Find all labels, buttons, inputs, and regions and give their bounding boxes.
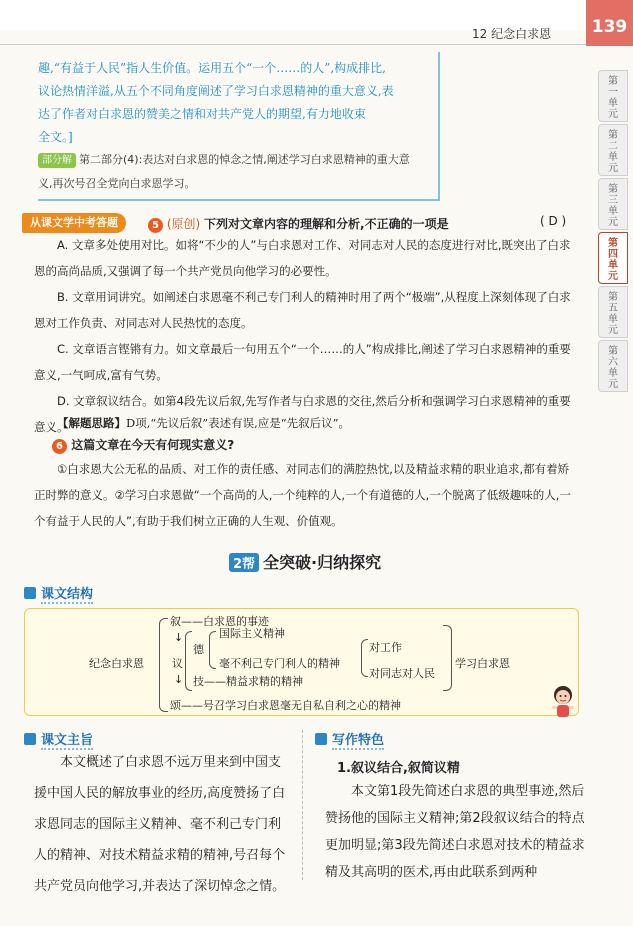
part-badge: 部分解	[38, 153, 76, 168]
girl-mascot-icon	[548, 683, 578, 719]
tab-unit-5[interactable]	[598, 286, 628, 338]
brace	[209, 631, 216, 669]
option-b: B. 文章用词讲究。如阐述白求恩毫不利己专门利人的精神时用了两个“极端”,从程度上深刻体现了白求恩对工作负责、对同志对人民热忱的态度。	[34, 290, 571, 330]
commentary-line: 全文。]	[38, 130, 73, 144]
structure-root: 纪念白求恩	[89, 657, 144, 670]
option-c: C. 文章语言铿锵有力。如文章最后一句用五个“一个……的人”构成排比,阐述了学习白求恩精神的重要意义,一气呵成,富有气势。	[34, 342, 571, 382]
structure-song: 颂——号召学习白求恩毫无自私自利之心的精神	[170, 699, 401, 712]
arrow-icon: ↓	[174, 631, 184, 644]
commentary-line: 趣,“有益于人民”指人生价值。运用五个“一个……的人”,构成排比,	[38, 61, 386, 75]
question-number: 5	[148, 218, 163, 233]
structure-selfless: 毫不利己专门利人的精神	[219, 657, 340, 670]
question-6-answer	[34, 456, 579, 534]
pen-icon	[315, 733, 327, 745]
structure-xu: 叙——白求恩的事迹	[170, 615, 269, 628]
feature-heading-text: 写作特色	[332, 733, 385, 748]
structure-learn: 学习白求恩	[455, 657, 510, 670]
option-a: A. 文章多处使用对比。如将“不少的人”与白求恩对工作、对同志对人民的态度进行对比,既突出了白求恩的高尚品质,又强调了每一个共产党员向他学习的必要性。	[34, 238, 571, 278]
structure-ji: 技——精益求精的精神	[193, 675, 303, 688]
arrow-icon: ↓	[174, 673, 184, 686]
tab-label: 第四单元	[608, 238, 618, 282]
chapter-title: 12 纪念白求恩	[472, 27, 552, 41]
part-text: 义,再次号召全党向白求恩学习。	[38, 177, 196, 190]
option-d: D. 文章叙议结合。如第4段先议后叙,先写作者与白求恩的交往,然后分析和强调学习白求恩精神的重要意义。	[34, 394, 571, 434]
tab-label: 第五单元	[608, 292, 618, 336]
structure-to-work: 对工作	[369, 641, 402, 654]
analysis	[34, 410, 579, 436]
part-analysis	[38, 148, 438, 196]
theme-heading	[24, 729, 93, 748]
structure-to-people: 对同志对人民	[369, 667, 435, 680]
question-tag: (原创)	[166, 217, 201, 231]
question-text: 这篇文章在今天有何现实意义?	[71, 438, 235, 452]
section-badge: 2帮	[229, 553, 259, 572]
header-divider	[0, 44, 590, 45]
brace	[185, 631, 192, 691]
structure-yi: 议	[172, 657, 183, 670]
column-divider	[302, 730, 304, 880]
tab-label: 第三单元	[608, 184, 618, 228]
book-icon	[24, 733, 36, 745]
structure-heading	[24, 583, 93, 602]
tab-unit-4[interactable]	[598, 232, 628, 284]
theme-heading-text: 课文主旨	[41, 733, 94, 748]
feature-subheading: 1.叙议结合,叙简议精	[337, 761, 460, 776]
part-text: 第二部分(4):表达对白求恩的悼念之情,阐述学习白求恩精神的重大意	[79, 153, 410, 166]
answer-text: ①白求恩大公无私的品质、对工作的责任感、对同志们的满腔热忱,以及精益求精的职业追求,都有着矫正时弊的意义。②学习白求恩做“一个高尚的人,一个纯粹的人,一个有道德的人,一个脱离了低级趣味的人,一个有益于人民的人”,有助于我们树立正确的人生观、价值观。	[34, 462, 571, 528]
book-icon	[24, 587, 36, 599]
question-6	[52, 436, 234, 454]
feature-text: 本文第1段先简述白求恩的典型事迹,然后赞扬他的国际主义精神;第2段叙议结合的特点更加明显;第3段先简述白求恩对技术的精益求精及其高明的医术,再由此联系到两种	[325, 784, 585, 880]
section-title	[229, 550, 381, 573]
commentary-line: 议论热情洋溢,从五个不同角度阐述了学习白求恩精神的重大意义,表	[38, 84, 394, 98]
theme-text: 本文概述了白求恩不远万里来到中国支援中国人民的解放事业的经历,高度赞扬了白求恩同志的国际主义精神、毫不利己专门利人的精神、对技术精益求精的精神,号召每个共产党员向他学习,并表达了深切悼念之情。	[34, 755, 286, 894]
structure-de: 德	[193, 643, 204, 656]
analysis-text: D项,“先议后叙”表述有误,应是“先叙后议”。	[126, 416, 351, 430]
feature-heading	[315, 729, 384, 748]
structure-heading-text: 课文结构	[41, 587, 94, 602]
commentary-text	[38, 57, 438, 149]
brace	[159, 618, 168, 712]
analysis-label: 【解题思路】	[57, 416, 126, 430]
brace	[443, 625, 452, 691]
tab-label: 第二单元	[608, 130, 618, 174]
question-number: 6	[52, 439, 67, 454]
tab-label: 第六单元	[608, 346, 618, 390]
tab-unit-6[interactable]	[598, 340, 628, 392]
exam-badge: 从课文学中考答题	[22, 213, 126, 233]
tab-unit-2[interactable]	[598, 124, 628, 176]
tab-unit-3[interactable]	[598, 178, 628, 230]
page-number: 139	[586, 0, 633, 46]
options-list	[34, 232, 579, 440]
section-title-text: 全突破·归纳探究	[263, 553, 382, 572]
question-5	[148, 215, 449, 233]
commentary-line: 达了作者对白求恩的赞美之情和对共产党人的期望,有力地收束	[38, 107, 366, 121]
structure-intl: 国际主义精神	[219, 627, 285, 640]
structure-diagram	[24, 608, 579, 716]
tab-label: 第一单元	[608, 76, 618, 120]
question-answer: ( D )	[540, 214, 567, 228]
question-text: 下列对文章内容的理解和分析,不正确的一项是	[204, 217, 449, 231]
tab-unit-1[interactable]	[598, 70, 628, 122]
brace	[361, 639, 368, 677]
